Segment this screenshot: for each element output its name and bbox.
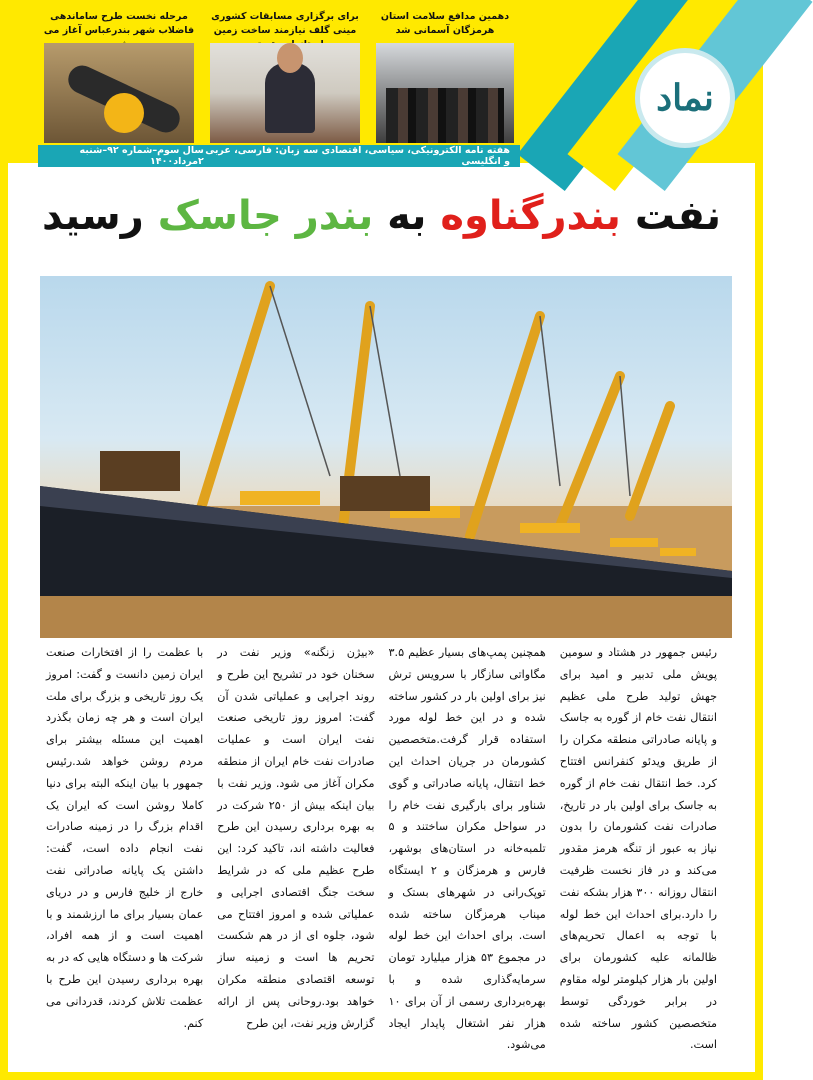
teaser-sewage[interactable] bbox=[38, 8, 200, 143]
teaser-health-defender[interactable] bbox=[370, 8, 520, 143]
teaser-photo bbox=[210, 43, 360, 143]
logo[interactable]: نماد bbox=[635, 48, 735, 148]
logo-area bbox=[525, 8, 755, 148]
info-bar bbox=[38, 145, 520, 167]
issue-info: سال سوم–شماره ۹۲–شنبه ۲مرداد۱۴۰۰ bbox=[79, 145, 204, 167]
article-body bbox=[46, 642, 717, 1068]
article-column: با عظمت را از افتخارات صنعت ایران زمین دانست و گفت: امروز یک روز تاریخی و بزرگ برای ملت ایران است و هر چه زمان بگذرد اهمیت این مسئله بیشتر برای مردم روشن خواهد شد.رئیس جمهور با بیان اینکه البته برای دنیا کاملا روشن است که ایران یک اقدام بزرگ را در زمینه صادرات نفت انجام داده است، گفت: داشتن یک پایانه صادراتی نفت خارج از خلیج فارس و در دریای عمان بسیار برای ما ارزشمند و با اهمیت است و از همه افراد، شرکت ها و دستگاه هایی که در به بهره برداری رسیدن این طرح با عظمت تلاش کردند، قدردانی می کنم. bbox=[46, 646, 204, 1030]
teaser-photo bbox=[376, 43, 514, 143]
teaser-photo bbox=[44, 43, 194, 143]
pipeline-photo bbox=[40, 276, 732, 638]
teaser-minigolf[interactable] bbox=[204, 8, 366, 143]
article-column: «بیژن زنگنه» وزیر نفت در سخنان خود در تشریح این طرح و روند اجرایی و عملیاتی شدن آن گفت: امروز روز تاریخی صنعت نفت ایران است و عملیات صادرات نفت خام ایران از منطقه مکران آغاز می شود. وزیر نفت با بیان اینکه بیش از ۲۵۰ شرکت در به بهره برداری رسیدن این طرح فعالیت داشته اند، تاکید کرد: این طرح عظیم ملی که در شرایط سخت جنگ اقتصادی اجرایی و عملیاتی شده و امروز افتتاح می شود، جلوه ای از در هم شکست تحریم ها است و زمینه ساز توسعه اقتصادی منطقه مکران خواهد بود.روحانی پس از ارائه گزارش وزیر نفت، این طرح bbox=[217, 646, 375, 1030]
article-column: همچنین پمپ‌های بسیار عظیم ۳.۵ مگاواتی سازگار با سرویس ترش نیز برای اولین بار در کشور ساخته شده و در این خط لوله مورد استفاده قرار گرفت.متخصصین کشورمان در جریان احداث این خط انتقال، پایانه صادراتی و گوی شناور برای بارگیری نفت خام را در سواحل مکران ساختند و ۵ تلمبه‌خانه در استان‌های بوشهر، فارس و هرمزگان و ۲ ایستگاه توپک‌رانی در شهرهای بستک و میناب هرمزگان ساخته شده است. برای احداث این خط لوله در مجموع ۵۳ هزار میلیارد تومان سرمایه‌گذاری شده و با بهره‌برداری رسمی از آن برای ۱۰ هزار نفر اشتغال پایدار ایجاد می‌شود. bbox=[388, 646, 546, 1052]
teaser-title: برای برگزاری مسابقات کشوری مینی گلف نیازمند ساخت زمین bbox=[211, 11, 359, 36]
main-headline: نفت بندرگناوه به بندر جاسک رسید bbox=[41, 193, 722, 239]
newspaper-page bbox=[8, 8, 755, 1072]
teaser-title: مرحله نخست طرح ساماندهی فاضلاب شهر بندرعباس آغاز می bbox=[43, 11, 195, 36]
teaser-title: دهمین مدافع سلامت استان هرمزگان آسمانی شد bbox=[380, 11, 510, 36]
article-column: رئیس جمهور در هشتاد و سومین پویش ملی تدبیر و امید برای جهش تولید طرح ملی عظیم انتقال نفت خام از گوره به جاسک و پایانه صادراتی منطقه مکران را از طریق ویدئو کنفرانس افتتاح کرد. خط انتقال نفت خام از گوره به جاسک برای اولین بار در تاریخ، صادرات نفت کشورمان را بدون نیاز به عبور از تنگه هرمز مقدور می‌کند و در فاز نخست ظرفیت انتقال روزانه ۳۰۰ هزار بشکه نفت را دارد.برای احداث این خط لوله با توجه به اعمال تحریم‌های ظالمانه علیه کشورمان برای اولین بار هزار کیلومتر لوله مقاوم در برابر خوردگی توسط متخصصین کشور ساخته شده است. bbox=[559, 646, 717, 1052]
publication-description: هفته نامه الکترونیکی، سیاسی، اقتصادی سه زبان: فارسی، عربی و انگلیسی bbox=[205, 145, 510, 167]
masthead bbox=[8, 8, 755, 167]
